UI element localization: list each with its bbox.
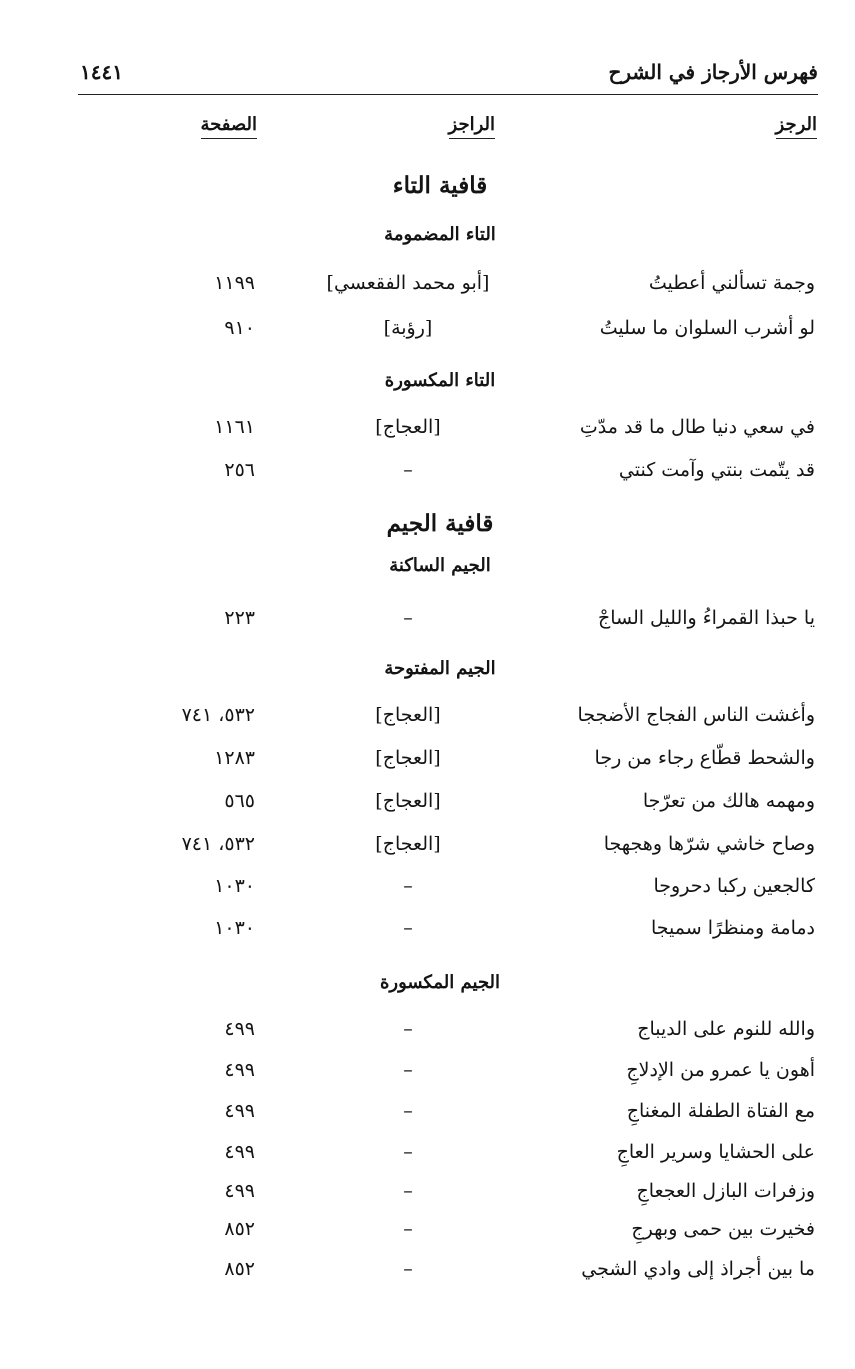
poet-name: [العجاج] xyxy=(375,833,441,855)
verse-text: في سعي دنيا طال ما قد مدّتِ xyxy=(579,416,815,438)
index-row xyxy=(0,1254,855,1284)
poet-name: – xyxy=(403,1018,413,1040)
verse-text: لو أشرب السلوان ما سليتُ xyxy=(599,317,815,339)
index-row xyxy=(0,871,855,901)
index-row xyxy=(0,700,855,730)
page-reference: ١١٦١ xyxy=(214,416,255,438)
verse-text: وأغشت الناس الفجاج الأضججا xyxy=(577,704,815,726)
verse-text: ومهمه هالك من تعرّجا xyxy=(642,790,815,812)
poet-name: – xyxy=(403,875,413,897)
verse-text: مع الفتاة الطفلة المغناجِ xyxy=(626,1100,815,1122)
verse-text: والله للنوم على الديباج xyxy=(637,1018,815,1040)
index-row xyxy=(0,829,855,859)
page-reference: ٤٩٩ xyxy=(224,1180,255,1202)
verse-text: أهون يا عمرو من الإدلاجِ xyxy=(626,1059,815,1081)
page-reference: ٥٣٢، ٧٤١ xyxy=(181,704,255,726)
page-number: ١٤٤١ xyxy=(80,60,123,84)
page-reference: ٨٥٢ xyxy=(224,1258,255,1280)
column-header-page: الصفحة xyxy=(201,114,257,139)
poet-name: [العجاج] xyxy=(375,704,441,726)
page-reference: ٩١٠ xyxy=(224,317,255,339)
index-row xyxy=(0,1055,855,1085)
page-reference: ٥٣٢، ٧٤١ xyxy=(181,833,255,855)
index-row xyxy=(0,1176,855,1206)
verse-text: ما بين أجراذ إلى وادي الشجي xyxy=(581,1258,815,1280)
page-reference: ١١٩٩ xyxy=(214,272,255,294)
column-header-verse: الرجز xyxy=(776,114,817,139)
verse-text: دمامة ومنظرًا سميجا xyxy=(651,917,815,939)
page-reference: ١٠٣٠ xyxy=(214,917,255,939)
section-heading-jim: قافية الجيم xyxy=(386,510,494,537)
poet-name: [العجاج] xyxy=(375,747,441,769)
page-reference: ٨٥٢ xyxy=(224,1218,255,1240)
subsection-heading-jim-maksura: الجيم المكسورة xyxy=(379,972,501,993)
poet-name: – xyxy=(403,607,413,629)
verse-text: وجمة تسألني أعطيتُ xyxy=(648,272,815,294)
subsection-heading-taa-maksura: التاء المكسورة xyxy=(384,370,496,391)
page-reference: ٤٩٩ xyxy=(224,1059,255,1081)
index-row xyxy=(0,1014,855,1044)
running-title: فهرس الأرجاز في الشرح xyxy=(608,60,818,84)
verse-text: قد يتّمت بنتي وآمت كنتي xyxy=(618,459,815,481)
page-reference: ٢٢٣ xyxy=(224,607,255,629)
poet-name: [العجاج] xyxy=(375,416,441,438)
verse-text: يا حبذا القمراءُ والليل الساجْ xyxy=(597,607,815,629)
verse-text: وصاح خاشي شرّها وهجهجا xyxy=(603,833,815,855)
verse-text: على الحشايا وسرير العاجِ xyxy=(616,1141,815,1163)
verse-text: فخيرت بين حمى وبهرجِ xyxy=(631,1218,815,1240)
poet-name: – xyxy=(403,917,413,939)
subsection-heading-jim-maftuha: الجيم المفتوحة xyxy=(384,658,496,679)
poet-name: – xyxy=(403,1258,413,1280)
page-reference: ١٠٣٠ xyxy=(214,875,255,897)
page-reference: ٢٥٦ xyxy=(224,459,255,481)
page-reference: ١٢٨٣ xyxy=(214,747,255,769)
index-row xyxy=(0,313,855,343)
poet-name: – xyxy=(403,1180,413,1202)
poet-name: [رؤبة] xyxy=(383,317,433,339)
subsection-heading-taa-madmuma: التاء المضمومة xyxy=(384,224,496,245)
poet-name: – xyxy=(403,1059,413,1081)
index-row xyxy=(0,1137,855,1167)
verse-text: والشحط قطّاع رجاء من رجا xyxy=(594,747,815,769)
section-heading-taa: قافية التاء xyxy=(392,172,488,199)
page-reference: ٤٩٩ xyxy=(224,1100,255,1122)
index-row xyxy=(0,455,855,485)
poet-name: [العجاج] xyxy=(375,790,441,812)
poet-name: – xyxy=(403,1100,413,1122)
index-row xyxy=(0,603,855,633)
verse-text: وزفرات البازل العجعاجِ xyxy=(636,1180,815,1202)
verse-text: كالجعين ركبا دحروجا xyxy=(653,875,815,897)
subsection-heading-jim-sakina: الجيم الساكنة xyxy=(389,555,491,576)
poet-name: – xyxy=(403,459,413,481)
poet-name: – xyxy=(403,1218,413,1240)
page-reference: ٤٩٩ xyxy=(224,1018,255,1040)
running-head xyxy=(78,58,818,95)
column-header-poet: الراجز xyxy=(449,114,495,139)
index-row xyxy=(0,743,855,773)
poet-name: [أبو محمد الفقعسي] xyxy=(326,272,490,294)
page-reference: ٥٦٥ xyxy=(224,790,255,812)
index-row xyxy=(0,1214,855,1244)
index-row xyxy=(0,913,855,943)
poet-name: – xyxy=(403,1141,413,1163)
index-row xyxy=(0,412,855,442)
index-row xyxy=(0,268,855,298)
index-row xyxy=(0,786,855,816)
index-row xyxy=(0,1096,855,1126)
page-reference: ٤٩٩ xyxy=(224,1141,255,1163)
